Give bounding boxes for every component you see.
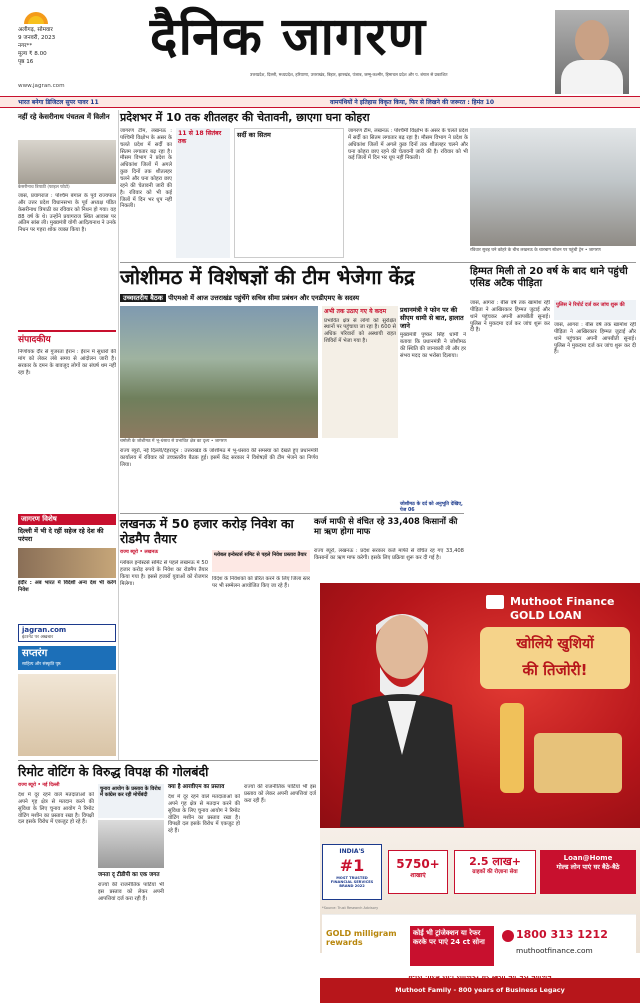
day-label: अलीगढ़, सोमवार xyxy=(18,27,53,33)
ad-badge4-title: Loan@Home xyxy=(563,854,613,862)
vishesh-story2[interactable]: इंदौर : अब भारत में विदेशी अन्य देश भी करेंगे निवेश xyxy=(18,580,116,593)
top-story-box2 xyxy=(234,128,344,258)
joshimath-side-head: अभी तक उठाए गए ये कदम xyxy=(324,308,387,315)
top-story-box1-title: 11 से 18 सितंबर तक xyxy=(178,130,222,145)
ad-brand-name: Muthoot Finance xyxy=(510,595,615,608)
website-link[interactable]: www.jagran.com xyxy=(18,83,65,89)
lucknow-investment-headline[interactable]: लखनऊ में 50 हजार करोड़ निवेश का रोडमैप तैयार xyxy=(120,516,294,546)
remote-voting-box1: चुनाव आयोग के प्रस्ताव के विरोध में कांग्रेस कर रही मोर्चेबंदी xyxy=(98,784,164,818)
ad-badge-loan-at-home xyxy=(540,850,636,894)
joshimath-photo xyxy=(120,306,318,438)
joshimath-sub-text: पीएमओ में आज उत्तराखंड पहुंचेंगे सचिव सीमा प्रबंधन और एनडीएमए के सदस्य xyxy=(168,294,360,302)
top-banner xyxy=(0,96,640,108)
column-rule xyxy=(118,110,119,760)
top-story-photo-caption: रविवार सुबह घने कोहरे के बीच लखनऊ के चारबाग स्टेशन पर पहुंची ट्रेन • जागरण xyxy=(470,248,601,253)
ad-badge1-num: #1 xyxy=(339,855,365,875)
saptrang-label: सप्तरंग xyxy=(22,648,48,659)
vishesh-heading: जागरण विशेष xyxy=(18,514,116,525)
top-story-text-col3: जागरण टीम, लखनऊ : पश्चिमी विक्षोभ के असर के चलते प्रदेश में सर्दी का सितम लगातार बढ़ रहा है। मौसम विभाग ने प्रदेश के अधिकांश जिलों में अगले कुछ दिनों तक शीतलहर चलने और घना कोहरा छाए रहने की चेतावनी जारी की है। रविवार को भी कई जिलों में दिन भर धूप नहीं निकली। xyxy=(348,128,468,162)
divider xyxy=(18,330,116,332)
ad-rewards: GOLD milligram rewards xyxy=(326,929,397,947)
saptrang-sub: साहित्य और संस्कृति पृष्ठ xyxy=(22,662,61,667)
acid-attack-headline[interactable]: हिम्मत मिली तो 20 वर्ष के बाद थाने पहुंची एसिड अटैक पीड़िता xyxy=(470,266,628,289)
top-story-text-col1: जागरण टीम, लखनऊ : पश्चिमी विक्षोभ के असर के चलते प्रदेश में सर्दी का सितम लगातार बढ़ रहा है। मौसम विभाग ने प्रदेश के अधिकांश जिलों में अगले कुछ दिनों तक शीतलहर चलने और घना कोहरा छाए रहने की चेतावनी जारी की है। रविवार को भी कई जिलों में दिन भर धूप नहीं निकली। xyxy=(120,128,172,210)
ad-headline2: की तिजोरी! xyxy=(522,661,588,679)
acid-attack-text-col2: जासं, आगरा : बीस वर्ष तक खामोश रही पीड़िता ने आखिरकार हिम्मत जुटाई और थाने पहुंचकर अपनी आपबीती सुनाई। पुलिस ने मुकदमा दर्ज कर जांच शुरू कर दी है। xyxy=(554,322,636,356)
ad-badge2-sub: शाखाएं xyxy=(410,872,426,879)
joshimath-photo-caption: चमोली के जोशीमठ में भू-धंसाव से प्रभावित क्षेत्र का दृश्य • जागरण xyxy=(120,439,227,444)
lucknow-text2: विदेश के निवेशकों को प्रेरित करने के लिए जिला स्तर पर भी सम्मेलन आयोजित किए जा रहे हैं। xyxy=(212,576,310,589)
lucknow-box: ग्लोबल इन्वेस्टर्स समिट से पहले निवेश प्रस्ताव तैयार xyxy=(212,550,310,572)
section-rule xyxy=(18,760,318,761)
acid-attack-box: पुलिस ने रिपोर्ट दर्ज कर जांच शुरू की xyxy=(554,300,636,320)
remote-voting-byline: राज्य ब्यूरो • नई दिल्ली xyxy=(18,783,60,788)
joshimath-tag: उच्चस्तरीय बैठक xyxy=(120,294,166,302)
ad-vault-icon xyxy=(500,703,524,793)
banner-left-link[interactable]: भारत बनेगा डिजिटल सुपर पावर 11 xyxy=(18,99,99,106)
vishesh-story-headline[interactable]: दिल्ली में भी दे रहीं सहेज रहे देश की परंपरा xyxy=(18,527,104,543)
vishesh-photo xyxy=(18,548,116,578)
loan-waiver-text: राज्य ब्यूरो, लखनऊ : प्रदेश सरकार कर्ज माफी से वंचित रह गए 33,408 किसानों का ऋण माफ करेगी। इसके लिए प्रक्रिया शुरू कर दी गई है। xyxy=(314,548,464,561)
editorial-text: निर्णायक दौर से गुजरता ईरान : ईरान में सुधारों की मांग को लेकर लंबे समय से आंदोलन जारी है। सरकार के दमन के बावजूद लोगों का संघर्ष थम नहीं रहा है। xyxy=(18,349,116,376)
masthead-photo xyxy=(555,10,629,94)
remote-voting-text3: देश में दूर रहने वाले मतदाताओं को अपने गृह क्षेत्र से मतदान करने की सुविधा के लिए चुनाव आयोग ने रिमोट वोटिंग मशीन का प्रस्ताव रखा है। विपक्षी दल इसके विरोध में एकजुट हो रहे हैं। xyxy=(168,794,240,835)
joshimath-subhead xyxy=(120,292,480,304)
ad-badge2-num: 5750+ xyxy=(396,857,440,871)
ad-badge1-sub: MOST TRUSTED FINANCIAL SERVICES BRAND 2022 xyxy=(330,875,374,889)
ad-phone[interactable]: 1800 313 1212 xyxy=(516,928,608,941)
ad-tagline: Muthoot Family - 800 years of Business Legacy xyxy=(320,978,640,1003)
issue-meta xyxy=(18,26,98,67)
date-label: 9 जनवरी, 2023 xyxy=(18,35,56,42)
joshimath-col3-text: मुख्यमंत्री पुष्कर सिंह धामी ने बताया कि प्रधानमंत्री ने जोशीमठ की स्थिति की जानकारी ली और हर संभव मदद का भरोसा दिलाया। xyxy=(400,332,466,359)
ad-badge-customers xyxy=(454,850,536,894)
ad-headline-scroll xyxy=(480,627,630,689)
left-story1-photo xyxy=(18,140,116,184)
section-rule xyxy=(120,262,636,263)
joshimath-col3-foot[interactable]: जोशीमठ के दर्द को अनुभूति देखिए, पेज 06 xyxy=(400,502,463,513)
lucknow-byline: राज्य ब्यूरो • लखनऊ xyxy=(120,550,159,555)
saptrang-promo[interactable] xyxy=(18,646,116,670)
sun-logo-icon xyxy=(22,8,50,24)
epaper-label: jagran.com xyxy=(22,626,67,634)
top-story-box1 xyxy=(176,128,230,258)
ad-rewards-offer: कोई भी ट्रांजेक्शन या रेफर करके पर पाएं 24 ct सोना xyxy=(410,926,494,966)
top-story-headline[interactable]: प्रदेशभर में 10 तक शीतलहर की चेतावनी, छाएगा घना कोहरा xyxy=(120,111,370,124)
editions-list: उत्तरप्रदेश, दिल्ली, मध्यप्रदेश, हरियाणा, उत्तराखंड, बिहार, झारखंड, पंजाब, जम्मू-कश्मीर, हिमाचल प्रदेश और प. बंगाल से प्रकाशित xyxy=(250,72,448,77)
pages-label: पृष्ठ 16 xyxy=(18,59,34,66)
ad-badge3-num: 2.5 लाख+ xyxy=(469,855,521,868)
editorial-heading: संपादकीय xyxy=(18,335,51,345)
top-story-photo xyxy=(470,128,636,246)
muthoot-logo-icon xyxy=(486,595,504,609)
joshimath-headline[interactable]: जोशीमठ में विशेषज्ञों की टीम भेजेगा केंद्र xyxy=(120,265,415,289)
price-label: मूल्य ₹ 8.00 xyxy=(18,51,47,58)
saptrang-image xyxy=(18,674,116,756)
epaper-sub: इंटरनेट पर अखबार xyxy=(22,635,54,640)
newspaper-title: दैनिक जागरण xyxy=(149,6,427,67)
remote-voting-sub1: जनता दृ टीडीपी का एक जगत xyxy=(98,872,160,878)
ad-website[interactable]: muthootfinance.com xyxy=(516,946,593,955)
remote-voting-text4: राज्यों की राजनीतिक पार्टियां भी इस प्रस्ताव को लेकर अपनी आपत्तियां दर्ज करा रही हैं। xyxy=(244,784,316,804)
acid-attack-text: जासं, आगरा : बीस वर्ष तक खामोश रही पीड़िता ने आखिरकार हिम्मत जुटाई और थाने पहुंचकर अपनी आपबीती सुनाई। पुलिस ने मुकदमा दर्ज कर जांच शुरू कर दी है। xyxy=(470,300,550,334)
ad-headline1: खोलिये खुशियों xyxy=(516,636,594,652)
masthead xyxy=(0,0,640,96)
ad-badge4-sub: गोल्ड लोन पाएं घर बैठे-बैठे xyxy=(556,862,620,871)
joshimath-side-text: प्रभावित क्षेत्र से लोगों को सुरक्षित स्थानों पर पहुंचाया जा रहा है। 600 से अधिक परिवारों को अस्थायी राहत शिविरों में भेजा गया है। xyxy=(324,317,396,345)
ad-product: GOLD LOAN xyxy=(510,609,582,622)
left-story1-caption: केसरीनाथ त्रिपाठी (फाइल फोटो) xyxy=(18,185,70,190)
joshimath-text: राज्य ब्यूरो, नई दिल्ली/देहरादून : उत्तराखंड के जोशीमठ में भू-धंसाव की समस्या को देखते हुए प्रधानमंत्री कार्यालय में रविवार को उच्चस्तरीय बैठक हुई। इसमें केंद्र सरकार ने विशेषज्ञों की टीम भेजने का निर्णय लिया। xyxy=(120,448,318,468)
edition-label: नगर** xyxy=(18,43,33,50)
ad-gold-icon xyxy=(534,733,622,793)
ad-model-figure xyxy=(332,595,472,827)
joshimath-col3-head[interactable]: प्रधानमंत्री ने फोन पर की सीएम धामी से बात, हालात जाने xyxy=(400,306,464,330)
banner-right-link[interactable]: वामपंथियों ने इतिहास विकृत किया, फिर से लिखने की जरूरत : हिमंत 10 xyxy=(330,99,495,106)
loan-waiver-headline[interactable]: कर्ज माफी से वंचित रहे 33,408 किसानों की मा ऋण होगा माफ xyxy=(314,516,458,536)
ad-badge-trusted xyxy=(322,844,382,900)
ad-badge1-title: INDIA'S xyxy=(339,848,365,855)
lucknow-text: ग्लोबल इन्वेस्टर्स समिट से पहले लखनऊ में 50 हजार करोड़ रुपये के निवेश का रोडमैप तैयार किया गया है। इससे हजारों युवाओं को रोजगार मिलेगा। xyxy=(120,560,208,587)
left-story1-headline[interactable]: नहीं रहे केसरीनाथ पंचतत्व में विलीन xyxy=(18,113,110,121)
epaper-promo[interactable] xyxy=(18,624,116,642)
remote-voting-box2: क्या है आरवीएम का प्रस्ताव xyxy=(168,784,225,790)
rvm-photo xyxy=(98,820,164,868)
phone-icon xyxy=(502,930,514,942)
remote-voting-text2: राज्यों की राजनीतिक पार्टियां भी इस प्रस्ताव को लेकर अपनी आपत्तियां दर्ज करा रही हैं। xyxy=(98,882,164,902)
ad-badge3-sub: ग्राहकों की रोज़ाना सेवा xyxy=(472,868,518,875)
ad-badge-branches xyxy=(388,850,448,894)
left-story1-text: जासं, प्रयागराज : पश्चिम बंगाल के पूर्व राज्यपाल और उत्तर प्रदेश विधानसभा के पूर्व अध्यक्ष पंडित केसरीनाथ त्रिपाठी का रविवार को निधन हो गया। वह 88 वर्ष के थे। उन्होंने प्रयागराज स्थित आवास पर अंतिम सांस ली। मुख्यमंत्री योगी आदित्यनाथ ने उनके निधन पर गहरा शोक व्यक्त किया है। xyxy=(18,193,116,234)
remote-voting-headline[interactable]: रिमोट वोटिंग के विरुद्ध विपक्ष की गोलबंदी xyxy=(18,764,209,779)
top-story-box2-title: सर्दी का सितम xyxy=(237,131,271,139)
remote-voting-text: देश में दूर रहने वाले मतदाताओं को अपने गृह क्षेत्र से मतदान करने की सुविधा के लिए चुनाव आयोग ने रिमोट वोटिंग मशीन का प्रस्ताव रखा है। विपक्षी दल इसके विरोध में एकजुट हो रहे हैं। xyxy=(18,792,94,826)
joshimath-side-box xyxy=(322,306,398,438)
section-rule xyxy=(120,513,464,514)
ad-fineprint: *Source: Trust Research Advisory xyxy=(322,906,379,910)
